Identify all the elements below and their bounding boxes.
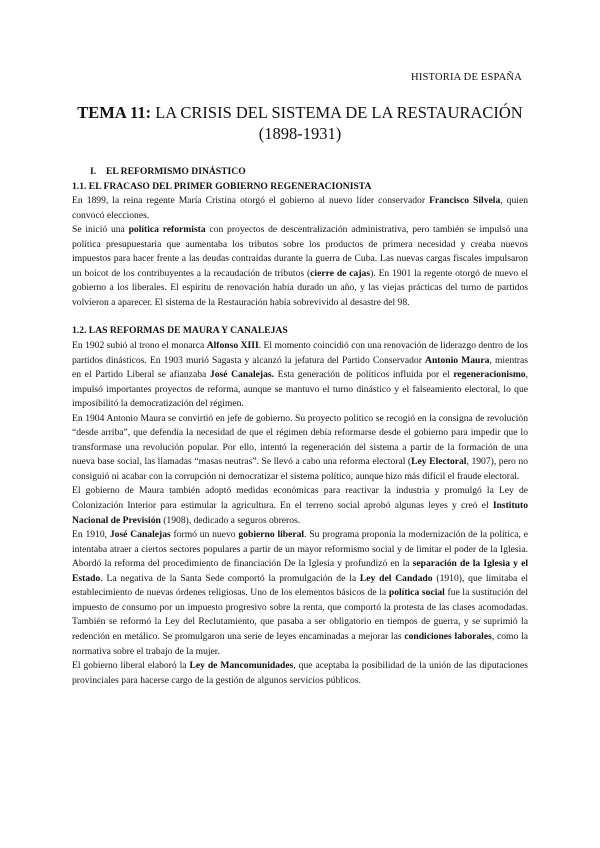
paragraph-6: En 1910, José Canalejas formó un nuevo gobierno liberal. Su programa proponía la modernización de la política, e intentaba atraer a ciertos sectores populares a partir de un mayor reformismo social y de limitar el poder de la Iglesia. Abordó la reforma del procedimiento de financiación De la Iglesia y profundizó en la separación de la Iglesia y el Estado. La negativa de la Santa Sede comportó la promulgación de la Ley del Candado (1910), que limitaba el establecimiento de nuevas órdenes religiosas. Uno de los elementos básicos de la política social fue la sustitución del impuesto de consumo por un impuesto progresivo sobre la renta, que comportó la protesta de las clases acomodadas. También se reformó la Ley del Reclutamiento, que pasaba a ser obligatorio en tiempos de guerra, y se suprimió la redención en metálico. Se promulgaron una serie de leyes encaminadas a mejorar las condiciones laborales, como la normativa sobre el trabajo de la mujer.: [72, 529, 528, 657]
document-body: [72, 165, 528, 688]
section-number: I.: [90, 166, 97, 177]
page-title: [72, 102, 528, 144]
paragraph-4: En 1904 Antonio Maura se convirtió en jefe de gobierno. Su proyecto político se recogió en la consigna de revolución “desde arriba”, que defendía la necesidad de que el régimen debía reformarse desde el gobierno para impedir que lo transformase una revolución popular. Por ello, intentó la regeneración del sistema a partir de la formación de una nueva base social, las llamadas “masas neutras”. Se llevó a cabo una reforma electoral (Ley Electoral, 1907), pero no consiguió ni acabar con la corrupción ni democratizar el sistema político, aunque hizo más difícil el fraude electoral.: [72, 412, 529, 482]
subsection-heading-1-1: 1.1. EL FRACASO DEL PRIMER GOBIERNO REGENERACIONISTA: [72, 180, 372, 192]
section-heading: [90, 165, 528, 180]
section-title: EL REFORMISMO DINÁSTICO: [106, 166, 246, 177]
paragraph-2: Se inició una política reformista con proyectos de descentralización administrativa, pero también se impulsó una política presupuestaria que aumentaba los tributos sobre los productos de primera necesidad y creaba nuevos impuestos para hacer frente a las deudas contraídas durante la guerra de Cuba. Las nuevas cargas fiscales impulsaron un boicot de los contribuyentes a la recaudación de tributos (cierre de cajas). En 1901 la regente otorgó de nuevo el gobierno a los liberales. El espíritu de renovación había durado un año, y las viejas prácticas del turno de partidos volvieron a aparecer. El sistema de la Restauración había sobrevivido al desastre del 98.: [72, 224, 529, 308]
paragraph-3: En 1902 subió al trono el monarca Alfonso XIII. El momento coincidió con una renovación de liderazgo dentro de los partidos dinásticos. En 1903 murió Sagasta y alcanzó la jefatura del Partido Conservador Antonio Maura, mientras en el Partido Liberal se afianzaba José Canalejas. Esta generación de políticos influida por el regeneracionismo, impulsó importantes proyectos de reforma, aunque se mantuvo el turno dinástico y el falseamiento electoral, lo que imposibilitó la democratización del régimen.: [72, 340, 529, 410]
subsection-heading-1-2: 1.2. LAS REFORMAS DE MAURA Y CANALEJAS: [72, 325, 288, 337]
subject-header: HISTORIA DE ESPAÑA: [411, 72, 522, 83]
title-number: TEMA 11:: [77, 103, 152, 122]
paragraph-7: El gobierno liberal elaboró la Ley de Mancomunidades, que aceptaba la posibilidad de la unión de las diputaciones provinciales para hacerse cargo de la gestión de algunos servicios públicos.: [72, 660, 528, 686]
title-years: (1898-1931): [258, 124, 342, 143]
paragraph-1: En 1899, la reina regente María Cristina otorgó el gobierno al nuevo líder conservador Francisco Silvela, quien convocó elecciones.: [72, 195, 528, 221]
title-text: LA CRISIS DEL SISTEMA DE LA RESTAURACIÓN: [151, 103, 523, 122]
paragraph-5: El gobierno de Maura también adoptó medidas económicas para reactivar la industria y promulgó la Ley de Colonización Interior para estimular la agricultura. En el terreno social aprobó algunas leyes y creó el Instituto Nacional de Previsión (1908), dedicado a seguros obreros.: [72, 485, 528, 526]
